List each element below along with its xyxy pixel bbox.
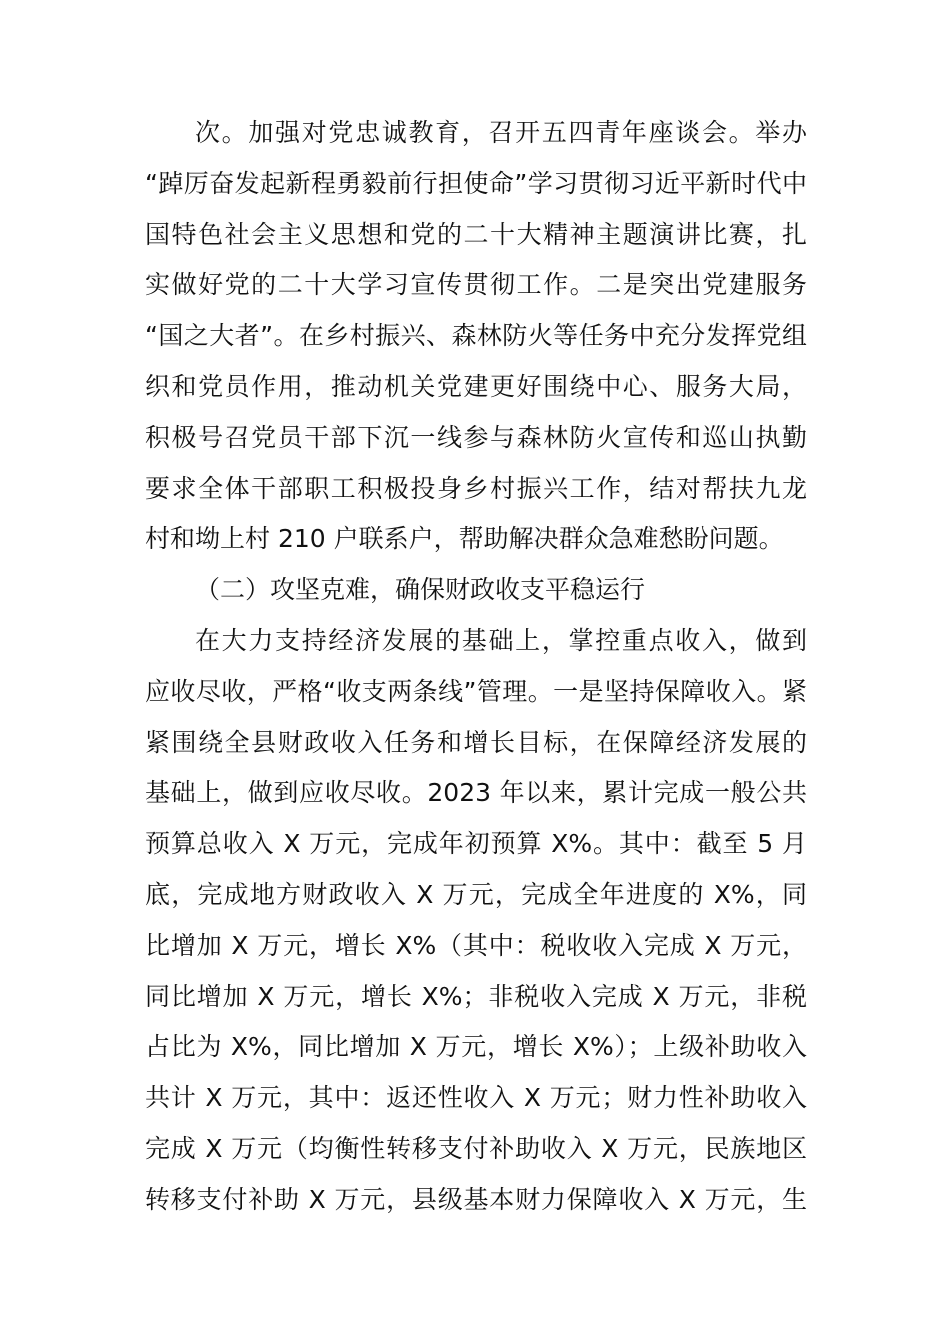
text-line-3: 国特色社会主义思想和党的二十大精神主题演讲比赛，扎: [145, 219, 807, 249]
text-line-8: 要求全体干部职工积极投身乡村振兴工作，结对帮扶九龙: [145, 473, 807, 503]
text-line-13: 紧围绕全县财政收入任务和增长目标，在保障经济发展的: [145, 727, 807, 757]
section-heading: （二）攻坚克难，确保财政收支平稳运行: [195, 575, 646, 605]
text-line-12: 应收尽收，严格“收支两条线”管理。一是坚持保障收入。紧: [145, 676, 807, 706]
text-line-17: 比增加 X 万元，增长 X%（其中：税收收入完成 X 万元，: [145, 930, 807, 960]
text-line-14: 基础上，做到应收尽收。2023 年以来，累计完成一般公共: [145, 778, 807, 808]
text-line-21: 完成 X 万元（均衡性转移支付补助收入 X 万元，民族地区: [145, 1134, 807, 1163]
text-line-22: 转移支付补助 X 万元，县级基本财力保障收入 X 万元，生: [145, 1184, 807, 1214]
text-line-7: 积极号召党员干部下沉一线参与森林防火宣传和巡山执勤: [145, 422, 807, 452]
text-line-5: “国之大者”。在乡村振兴、森林防火等任务中充分发挥党组: [145, 321, 807, 351]
text-line-19: 占比为 X%，同比增加 X 万元，增长 X%）；上级补助收入: [145, 1032, 807, 1062]
text-line-16: 底，完成地方财政收入 X 万元，完成全年进度的 X%，同: [145, 880, 807, 909]
text-line-15: 预算总收入 X 万元，完成年初预算 X%。其中：截至 5 月: [145, 829, 807, 859]
text-line-4: 实做好党的二十大学习宣传贯彻工作。二是突出党建服务: [145, 270, 807, 300]
text-line-1: 次。加强对党忠诚教育，召开五四青年座谈会。举办: [195, 118, 807, 147]
text-line-2: “踔厉奋发起新程勇毅前行担使命”学习贯彻习近平新时代中: [145, 168, 807, 198]
text-line-18: 同比增加 X 万元，增长 X%；非税收入完成 X 万元，非税: [145, 981, 807, 1011]
text-line-11: 在大力支持经济发展的基础上，掌控重点收入，做到: [195, 626, 807, 655]
text-line-20: 共计 X 万元，其中：返还性收入 X 万元；财力性补助收入: [145, 1083, 807, 1113]
text-line-9: 村和坳上村 210 户联系户，帮助解决群众急难愁盼问题。: [145, 524, 784, 554]
text-line-6: 织和党员作用，推动机关党建更好围绕中心、服务大局，: [145, 372, 807, 401]
